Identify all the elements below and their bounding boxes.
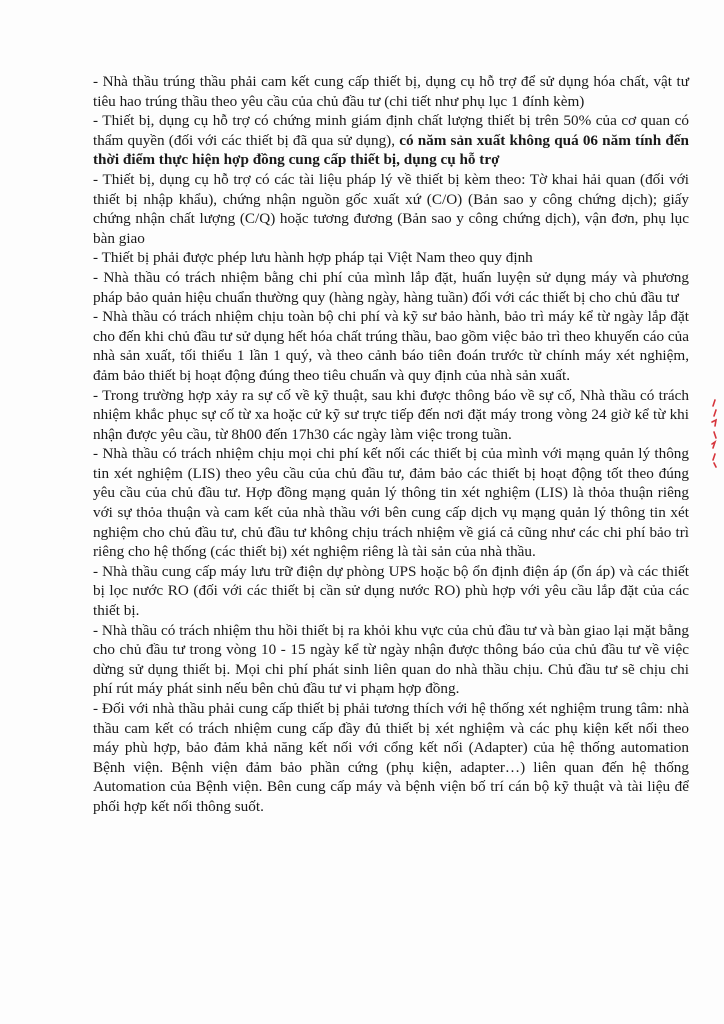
- paragraph-legal-circulation: - Thiết bị phải được phép lưu hành hợp pháp tại Việt Nam theo quy định: [93, 249, 533, 267]
- paragraph-ups-ro: - Nhà thầu cung cấp máy lưu trữ điện dự phòng UPS hoặc bộ ổn định điện áp (ổn áp) và các thiết bị lọc nước RO (đối với các thiết bị cần sử dụng nước RO) phù hợp với yêu cầu lắp đặt của các thiết bị.: [93, 562, 689, 620]
- bold-manufacture-year-requirement: có năm sản xuất không quá 06 năm tính đến thời điểm thực hiện hợp đồng cung cấp thiết bị, dụng cụ hỗ trợ: [93, 131, 689, 169]
- paragraph-lis-connection: - Nhà thầu có trách nhiệm chịu mọi chi phí kết nối các thiết bị của mình với mạng quản lý thông tin xét nghiệm (LIS) theo yêu cầu của chủ đầu tư, đảm bảo các thiết bị hoạt động tốt theo đúng yêu cầu của chủ đầu tư. Hợp đồng mạng quản lý thông tin xét nghiệm (LIS) là thỏa thuận riêng với sự thỏa thuận và cam kết của nhà thầu với bên cung cấp dịch vụ mạng quản lý thông tin xét nghiệm cho chủ đầu tư, chủ đầu tư không chịu trách nhiệm về giá cả cũng như các chi phí bảo trì riêng cho hệ thống (các thiết bị) xét nghiệm riêng là tài sản của nhà thầu.: [93, 445, 689, 561]
- paragraph-equipment-recovery: - Nhà thầu có trách nhiệm thu hồi thiết bị ra khỏi khu vực của chủ đầu tư và bàn giao lại mặt bằng cho chủ đầu tư trong vòng 10 - 15 ngày kể từ ngày nhận được thông báo của chủ đầu tư về việc dừng sử dụng thiết bị. Mọi chi phí phát sinh liên quan do nhà thầu chịu. Chủ đầu tư sẽ chịu chi phí rút máy phát sinh nếu bên chủ đầu tư vi phạm hợp đồng.: [93, 621, 689, 698]
- paragraph-incident-response: - Trong trường hợp xảy ra sự cố về kỹ thuật, sau khi được thông báo về sự cố, Nhà thầu có trách nhiệm khắc phục sự cố từ xa hoặc cử kỹ sư trực tiếp đến nơi đặt máy trong vòng 24 giờ kể từ khi nhận được yêu cầu, từ 8h00 đến 17h30 các ngày làm việc trong tuần.: [93, 386, 689, 443]
- paragraph-quality-inspection: - Thiết bị, dụng cụ hỗ trợ có chứng minh giám định chất lượng thiết bị trên 50% của cơ quan có thẩm quyền (đối với các thiết bị đã qua sử dụng), có năm sản xuất không quá 06 năm tính đến thời điểm thực hiện hợp đồng cung cấp thiết bị, dụng cụ hỗ trợ: [93, 112, 689, 169]
- stamp-fragment-icon: [712, 400, 716, 467]
- margin-stamp-marks: [706, 398, 722, 468]
- document-body: [93, 72, 689, 817]
- paragraph-legal-documents: - Thiết bị, dụng cụ hỗ trợ có các tài liệu pháp lý về thiết bị kèm theo: Tờ khai hải quan (đối với thiết bị nhập khẩu), chứng nhận nguồn gốc xuất xứ (C/O) (Bản sao y công chứng dịch); giấy chứng nhận chất lượng (C/Q) hoặc tương đương (Bản sao y công chứng dịch), vận đơn, phụ lục bàn giao: [93, 170, 689, 247]
- paragraph-installation-training: - Nhà thầu có trách nhiệm bằng chi phí của mình lắp đặt, huấn luyện sử dụng máy và phương pháp bảo quản hiệu chuẩn thường quy (hàng ngày, hàng tuần) đối với các thiết bị cho chủ đầu tư: [93, 268, 689, 306]
- paragraph-warranty-maintenance: - Nhà thầu có trách nhiệm chịu toàn bộ chi phí và kỹ sư bảo hành, bảo trì máy kể từ ngày lắp đặt cho đến khi chủ đầu tư sử dụng hết hóa chất trúng thầu, bao gồm việc bảo trì theo khuyến cáo của nhà sản xuất, tối thiểu 1 lần 1 quý, và theo cảnh báo tiên đoán trước từ chính máy xét nghiệm, đảm bảo thiết bị hoạt động đúng theo tiêu chuẩn và quy định của nhà sản xuất.: [93, 308, 689, 384]
- paragraph-equipment-commitment: - Nhà thầu trúng thầu phải cam kết cung cấp thiết bị, dụng cụ hỗ trợ để sử dụng hóa chất, vật tư tiêu hao trúng thầu theo yêu cầu của chủ đầu tư (chi tiết như phụ lục 1 đính kèm): [93, 73, 689, 110]
- paragraph-automation-compatibility: - Đối với nhà thầu phải cung cấp thiết bị phải tương thích với hệ thống xét nghiệm trung tâm: nhà thầu cam kết có trách nhiệm cung cấp đầy đủ thiết bị xét nghiệm và các phụ kiện kết nối theo máy phù hợp, bảo đảm khả năng kết nối với cổng kết nối (Adapter) của hệ thống automation Bệnh viện. Bệnh viện đảm bảo phần cứng (phụ kiện, adapter…) liên quan đến hệ thống Automation của Bệnh viện. Bên cung cấp máy và bệnh viện bố trí cán bộ kỹ thuật và tài liệu để phối hợp kết nối thông suốt.: [93, 700, 689, 815]
